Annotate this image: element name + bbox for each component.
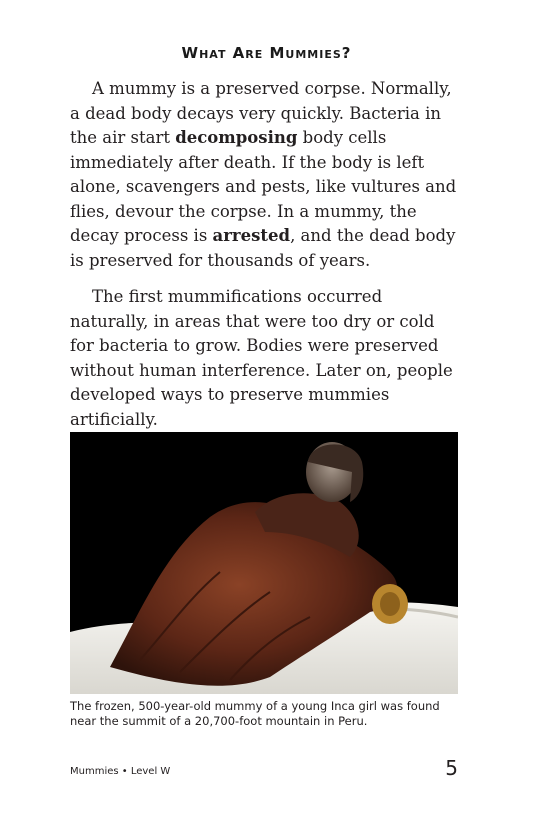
page-number: 5 bbox=[445, 756, 458, 780]
inca-mummy-illustration bbox=[70, 432, 458, 694]
footer-book-title: Mummies • Level W bbox=[70, 766, 171, 777]
paragraph-natural-text: The first mummifications occurred naturally, in areas that were too dry or cold for bacteria to grow. Bodies were preserved without human interference. Later on, people developed ways to preserve mummies artificially. bbox=[70, 287, 453, 429]
paragraph-intro bbox=[70, 77, 462, 273]
paragraph-intro-text-3: , and the dead body is preserved for thousands of years. bbox=[70, 226, 456, 270]
vocab-decomposing: decomposing bbox=[175, 128, 298, 147]
paragraph-intro-text-1: A mummy is a preserved corpse. Normally, a dead body decays very quickly. Bacteria in the air start bbox=[70, 79, 452, 147]
paragraph-intro-text-2: body cells immediately after death. If the body is left alone, scavengers and pests, like vultures and flies, devour the corpse. In a mummy, the decay process is bbox=[70, 128, 457, 245]
photo-caption: The frozen, 500-year-old mummy of a young Inca girl was found near the summit of a 20,700-foot mountain in Peru. bbox=[70, 699, 440, 728]
vocab-arrested: arrested bbox=[212, 226, 291, 245]
mummy-photo bbox=[70, 432, 458, 694]
paragraph-natural-mummies bbox=[70, 285, 462, 432]
page-heading: What Are Mummies? bbox=[181, 44, 352, 62]
